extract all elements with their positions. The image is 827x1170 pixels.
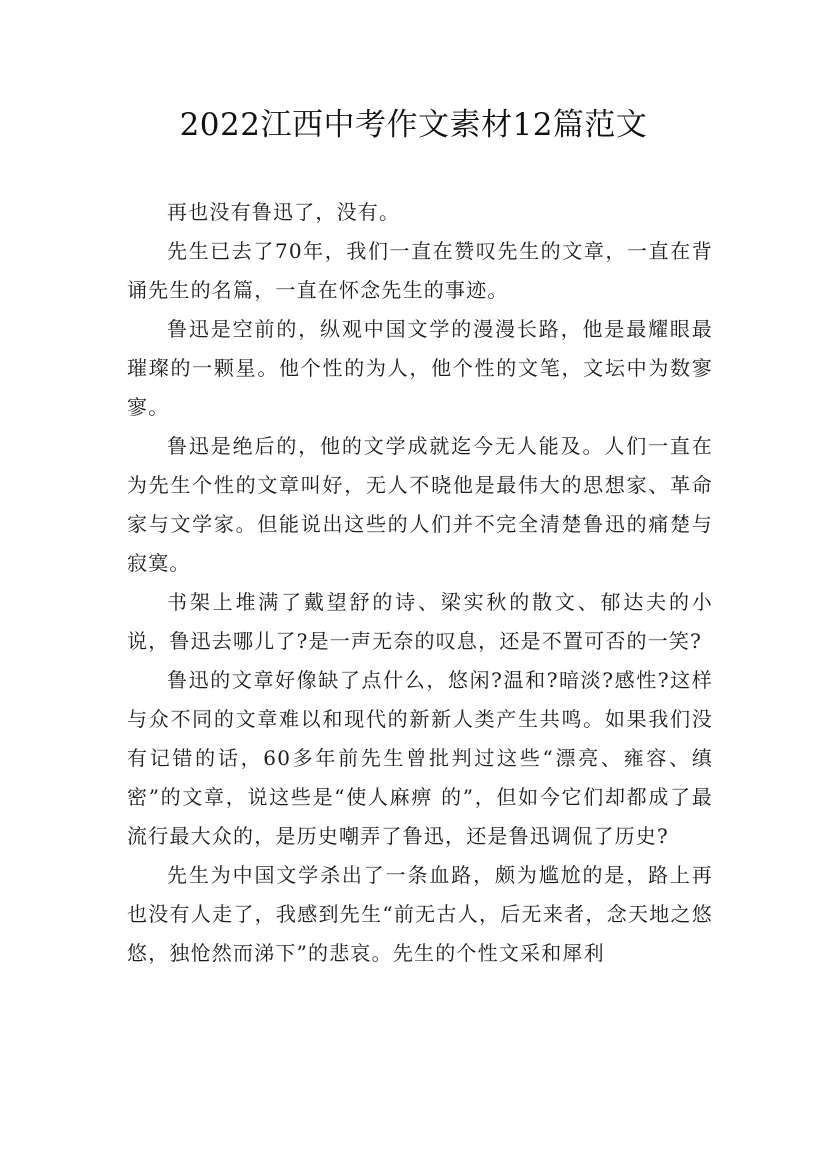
paragraph: 先生已去了70年，我们一直在赞叹先生的文章，一直在背诵先生的名篇，一直在怀念先生的事迹。	[127, 239, 713, 302]
paragraph: 再也没有鲁迅了，没有。	[167, 200, 401, 224]
paragraph: 鲁迅的文章好像缺了点什么，悠闲?温和?暗淡?感性?这样与众不同的文章难以和现代的新新人类产生共鸣。如果我们没有记错的话，60多年前先生曾批判过这些“漂亮、雍容、缜密”的文章，说这些是“使人麻痹 的”，但如今它们却都成了最流行最大众的，是历史嘲弄了鲁迅，还是鲁迅调侃了历史?	[127, 668, 713, 848]
paragraph: 书架上堆满了戴望舒的诗、梁实秋的散文、郁达夫的小说，鲁迅去哪儿了?是一声无奈的叹息，还是不置可否的一笑?	[127, 590, 713, 653]
paragraph: 先生为中国文学杀出了一条血路，颇为尴尬的是，路上再也没有人走了，我感到先生“前无古人，后无来者，念天地之悠悠，独怆然而涕下”的悲哀。先生的个性文采和犀利	[127, 863, 713, 965]
paragraph: 鲁迅是空前的，纵观中国文学的漫漫长路，他是最耀眼最璀璨的一颗星。他个性的为人，他个性的文笔，文坛中为数寥寥。	[127, 317, 713, 419]
paragraph: 鲁迅是绝后的，他的文学成就迄今无人能及。人们一直在为先生个性的文章叫好，无人不晓他是最伟大的思想家、革命家与文学家。但能说出这些的人们并不完全清楚鲁迅的痛楚与寂寞。	[127, 434, 713, 575]
document-title: 2022江西中考作文素材12篇范文	[179, 107, 648, 143]
document-body	[127, 193, 713, 973]
